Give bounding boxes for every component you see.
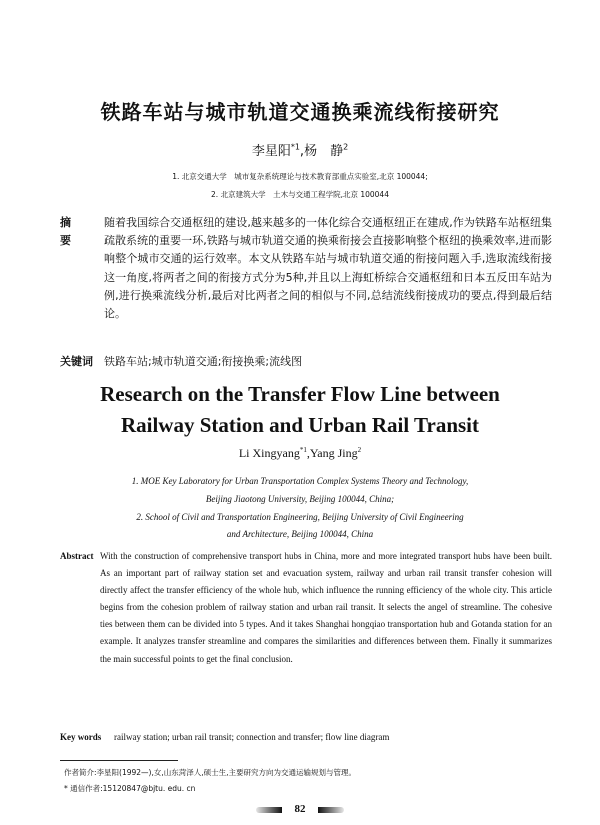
english-author-separator: , [306,446,310,460]
english-author-1-sup: *1 [299,446,307,454]
page-number: 82 [294,803,306,815]
english-title-line-1: Research on the Transfer Flow Line between [100,382,500,406]
footnote-corresponding-author: * 通信作者:15120847@bjtu. edu. cn [64,784,196,793]
english-abstract-text: With the construction of comprehensive transport hubs in China, more and more integrated transport hubs have been built. As an important part of railway station set and evacuation system, railway and urban rail transit transfer cohesion will directly affect the transfer efficiency of the whole hub, which influence the running efficiency of the whole city. This article begins from the cohesion problem of railway station and urban rail transit. It selects the angel of streamline. The cohesive ties between them can be divided into 5 types. And it takes Shanghai hongqiao transportation hub and Gotanda station for an example. It analyzes transfer streamline and compares the similarities and differences between them. Finally it summarizes the main successful points to get the final conclusion. [100,551,552,664]
chinese-affiliation-1: 1. 北京交通大学 城市复杂系统理论与技术教育部重点实验室,北京 100044; [172,172,428,181]
chinese-abstract-label: 摘 要 [60,216,90,248]
page-ornament-left-icon [256,807,282,813]
chinese-affiliation-2: 2. 北京建筑大学 土木与交通工程学院,北京 100044 [211,190,389,199]
english-affiliation-line-2: Beijing Jiaotong University, Beijing 100044, China; [205,493,395,504]
chinese-author-2: 杨 静 [304,144,344,159]
english-keywords-text: railway station; urban rail transit; connection and transfer; flow line diagram [114,732,390,742]
footnote-divider [60,760,178,761]
page-ornament-right-icon [318,807,344,813]
english-title [0,379,600,441]
chinese-abstract-text: 随着我国综合交通枢纽的建设,越来越多的一体化综合交通枢纽正在建成,作为铁路车站枢纽集疏散系统的重要一环,铁路与城市轨道交通的换乘衔接会直接影响整个枢纽的换乘效率,进而影响整个城市交通的运行效率。本文从铁路车站与城市轨道交通的衔接问题入手,选取流线衔接这一角度,将两者之间的衔接方式分为5种,并且以上海虹桥综合交通枢纽和日本五反田车站为例,进行换乘流线分析,最后对比两者之间的相似与不同,总结流线衔接成功的要点,得到最后结论。 [104,216,552,321]
chinese-author-1-sup: *1 [290,142,300,152]
english-title-line-2: Railway Station and Urban Rail Transit [120,413,480,437]
chinese-title: 铁路车站与城市轨道交通换乘流线衔接研究 [100,100,500,124]
chinese-keywords-label: 关键词 [60,355,93,368]
english-author-2: Yang Jing [309,446,358,460]
page-number-area [250,803,350,817]
chinese-authors [0,140,600,159]
english-affiliation-line-3: 2. School of Civil and Transportation Engineering, Beijing University of Civil Engineering [136,511,464,522]
english-author-2-sup: 2 [357,446,362,454]
english-affiliation-line-1: 1. MOE Key Laboratory for Urban Transportation Complex Systems Theory and Technology, [131,476,469,486]
chinese-keywords-text: 铁路车站;城市轨道交通;衔接换乘;流线图 [104,355,303,368]
english-affiliation-line-4: and Architecture, Beijing 100044, China [226,529,374,540]
chinese-author-2-sup: 2 [343,142,349,152]
english-abstract-label: Abstract [60,551,94,561]
english-affiliations [0,473,600,544]
chinese-author-1: 李星阳 [251,144,291,159]
chinese-author-separator: , [299,144,305,159]
english-authors [0,446,600,461]
english-keywords-label: Key words [60,732,102,742]
english-author-1: Li Xingyang [238,446,300,460]
footnote-author-bio: 作者简介:李星阳(1992—),女,山东菏泽人,硕士生,主要研究方向为交通运输规划与管理。 [64,768,356,777]
